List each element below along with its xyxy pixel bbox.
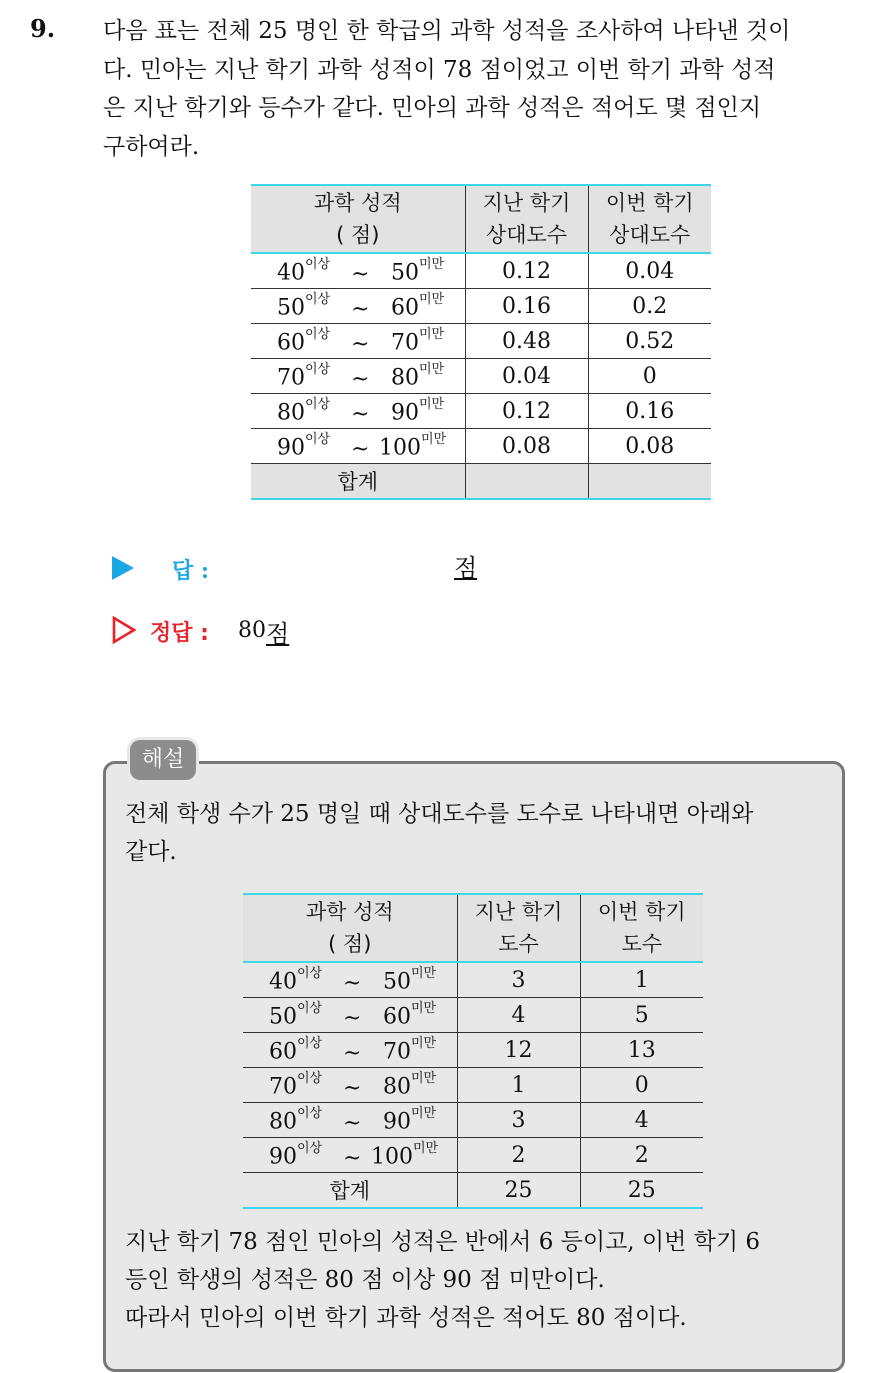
this-term-value: 0	[588, 359, 711, 394]
range-lower: $90^{이상}$	[269, 1141, 323, 1170]
correct-value: 80	[238, 618, 266, 643]
range-upper: $100^{미만}$	[379, 432, 447, 461]
last-term-value: 3	[457, 1103, 580, 1138]
range-lower: $80^{이상}$	[277, 397, 331, 426]
answer-unit: 점	[454, 554, 478, 582]
range-upper: $90^{미만}$	[391, 397, 445, 426]
range-tilde: ~	[343, 1111, 362, 1136]
explanation-intro-line: 전체 학생 수가 25 명일 때 상대도수를 도수로 나타내면 아래와	[125, 801, 754, 827]
score-range-cell	[243, 1068, 457, 1103]
last-term-value: 0.48	[465, 324, 588, 359]
last-term-value: 12	[457, 1033, 580, 1068]
score-range-cell	[251, 359, 465, 394]
range-tilde: ~	[343, 1076, 362, 1101]
range-lower: $60^{이상}$	[277, 327, 331, 356]
explanation-conclusion-line: 지난 학기 78 점인 민아의 성적은 반에서 6 등이고, 이번 학기 6	[125, 1229, 761, 1255]
table-row	[243, 1103, 703, 1138]
range-lower: $70^{이상}$	[277, 362, 331, 391]
range-lower: $70^{이상}$	[269, 1071, 323, 1100]
total-row	[251, 464, 711, 500]
range-tilde: ~	[351, 437, 370, 462]
table-row	[251, 289, 711, 324]
range-upper: $80^{미만}$	[383, 1071, 437, 1100]
correct-unit: 점	[266, 620, 290, 648]
answer-triangle-icon	[112, 556, 134, 580]
score-range-cell	[243, 1033, 457, 1068]
correct-label: 정답 :	[150, 621, 209, 646]
total-this	[588, 464, 711, 500]
this-term-value: 0	[580, 1068, 703, 1103]
table-row	[251, 394, 711, 429]
frequency-table	[243, 893, 703, 1209]
this-term-value: 0.04	[588, 253, 711, 289]
range-tilde: ~	[343, 971, 362, 996]
this-term-value: 5	[580, 998, 703, 1033]
question-text	[103, 12, 863, 166]
range-upper: $90^{미만}$	[383, 1106, 437, 1135]
range-lower: $50^{이상}$	[277, 292, 331, 321]
table-row	[251, 429, 711, 464]
table-header-row	[243, 894, 703, 962]
last-term-value: 4	[457, 998, 580, 1033]
table-row	[251, 359, 711, 394]
answer-label: 답 :	[172, 558, 210, 584]
last-term-value: 3	[457, 962, 580, 998]
last-term-value: 0.08	[465, 429, 588, 464]
header-this-term: 이번 학기 도수	[580, 894, 703, 962]
range-lower: $40^{이상}$	[277, 257, 331, 286]
range-tilde: ~	[343, 1006, 362, 1031]
range-upper: $100^{미만}$	[371, 1141, 439, 1170]
score-range-cell	[251, 394, 465, 429]
table-header-row	[251, 185, 711, 253]
range-lower: $90^{이상}$	[277, 432, 331, 461]
total-last: 25	[457, 1173, 580, 1209]
range-upper: $50^{미만}$	[383, 966, 437, 995]
last-term-value: 0.12	[465, 394, 588, 429]
last-term-value: 1	[457, 1068, 580, 1103]
total-this: 25	[580, 1173, 703, 1209]
question-line: 다음 표는 전체 25 명인 한 학급의 과학 성적을 조사하여 나타낸 것이	[103, 18, 791, 44]
this-term-value: 4	[580, 1103, 703, 1138]
question-number: 9.	[30, 14, 56, 43]
table-row	[243, 1033, 703, 1068]
explanation-conclusion-line: 등인 학생의 성적은 80 점 이상 90 점 미만이다.	[125, 1267, 605, 1293]
range-lower: $80^{이상}$	[269, 1106, 323, 1135]
this-term-value: 2	[580, 1138, 703, 1173]
table-row	[243, 1068, 703, 1103]
score-range-cell	[251, 429, 465, 464]
table-row	[251, 324, 711, 359]
range-lower: $50^{이상}$	[269, 1001, 323, 1030]
last-term-value: 0.12	[465, 253, 588, 289]
table-row	[243, 1138, 703, 1173]
range-lower: $40^{이상}$	[269, 966, 323, 995]
score-range-cell	[243, 1138, 457, 1173]
last-term-value: 0.04	[465, 359, 588, 394]
range-upper: $60^{미만}$	[383, 1001, 437, 1030]
table-row	[251, 253, 711, 289]
score-range-cell	[243, 962, 457, 998]
explanation-conclusion-line: 따라서 민아의 이번 학기 과학 성적은 적어도 80 점이다.	[125, 1305, 687, 1331]
header-score: 과학 성적 ( 점)	[243, 894, 457, 962]
range-lower: $60^{이상}$	[269, 1036, 323, 1065]
this-term-value: 0.16	[588, 394, 711, 429]
this-term-value: 0.2	[588, 289, 711, 324]
total-last	[465, 464, 588, 500]
last-term-value: 0.16	[465, 289, 588, 324]
score-range-cell	[251, 324, 465, 359]
range-tilde: ~	[351, 262, 370, 287]
question-line: 다. 민아는 지난 학기 과학 성적이 78 점이었고 이번 학기 과학 성적	[103, 56, 776, 83]
this-term-value: 0.52	[588, 324, 711, 359]
range-tilde: ~	[343, 1146, 362, 1171]
question-line: 구하여라.	[103, 133, 200, 160]
range-tilde: ~	[351, 332, 370, 357]
this-term-value: 13	[580, 1033, 703, 1068]
score-range-cell	[243, 1103, 457, 1138]
table-row	[243, 998, 703, 1033]
range-upper: $60^{미만}$	[391, 292, 445, 321]
range-upper: $70^{미만}$	[383, 1036, 437, 1065]
range-tilde: ~	[351, 297, 370, 322]
header-last-term: 지난 학기 도수	[457, 894, 580, 962]
score-range-cell	[251, 289, 465, 324]
header-score: 과학 성적 ( 점)	[251, 185, 465, 253]
correct-triangle-icon	[112, 616, 136, 644]
header-this-term: 이번 학기 상대도수	[588, 185, 711, 253]
this-term-value: 1	[580, 962, 703, 998]
range-tilde: ~	[343, 1041, 362, 1066]
header-last-term: 지난 학기 상대도수	[465, 185, 588, 253]
total-row	[243, 1173, 703, 1209]
explanation-tag: 해설	[130, 740, 196, 780]
this-term-value: 0.08	[588, 429, 711, 464]
table-row	[243, 962, 703, 998]
question-line: 은 지난 학기와 등수가 같다. 민아의 과학 성적은 적어도 몇 점인지	[103, 95, 762, 121]
range-upper: $50^{미만}$	[391, 257, 445, 286]
last-term-value: 2	[457, 1138, 580, 1173]
range-tilde: ~	[351, 367, 370, 392]
explanation-intro-line: 같다.	[125, 839, 177, 865]
total-label: 합계	[243, 1173, 457, 1209]
total-label: 합계	[251, 464, 465, 500]
relative-frequency-table	[251, 184, 711, 500]
range-upper: $70^{미만}$	[391, 327, 445, 356]
score-range-cell	[251, 253, 465, 289]
range-tilde: ~	[351, 402, 370, 427]
score-range-cell	[243, 998, 457, 1033]
range-upper: $80^{미만}$	[391, 362, 445, 391]
